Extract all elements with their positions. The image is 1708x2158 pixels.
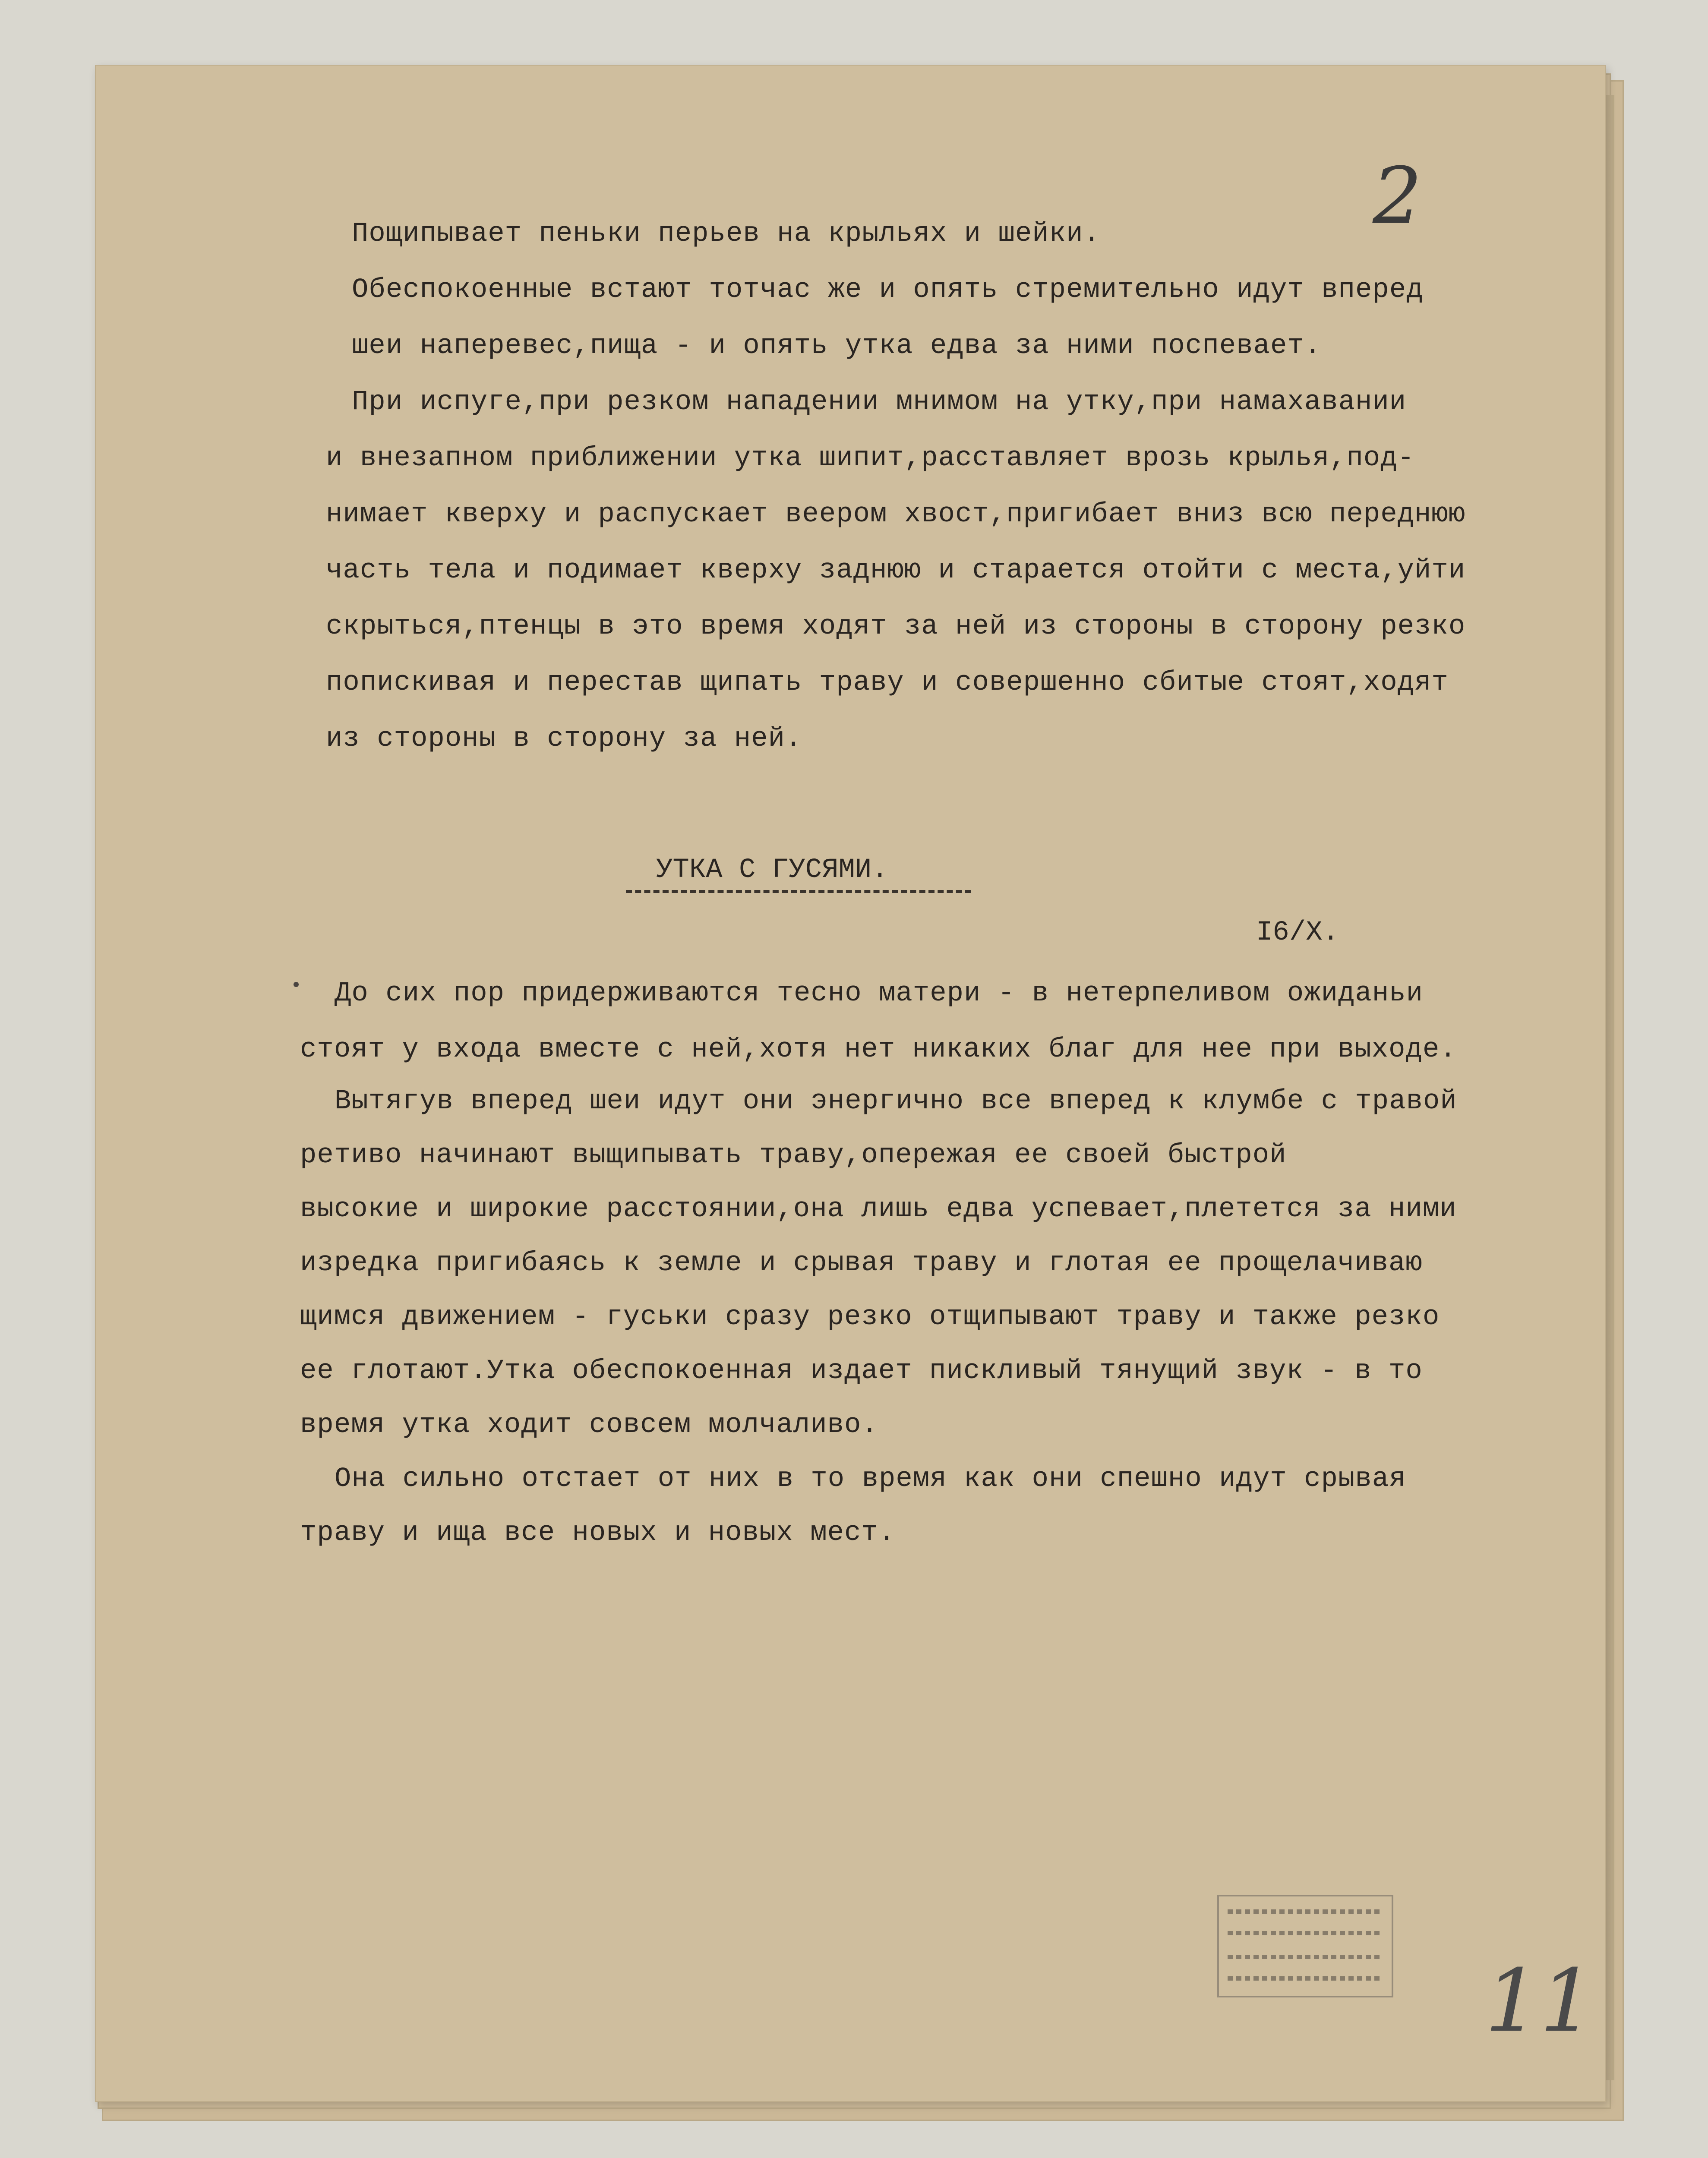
text-line: Пощипывает пеньки перьев на крыльях и шейки.	[352, 218, 1100, 249]
typed-text-section	[95, 65, 1606, 2102]
page-number-mark: 2	[1373, 151, 1422, 241]
text-line: из стороны в сторону за ней.	[326, 723, 802, 754]
text-line: и внезапном приближении утка шипит,расставляет врозь крылья,под-	[326, 443, 1414, 474]
text-line: До сих пор придерживаются тесно матери - в нетерпеливом ожиданьи	[335, 978, 1423, 1009]
text-line: Вытягув вперед шеи идут они энергично все вперед к клумбе с травой	[335, 1086, 1457, 1117]
text-line: При испуге,при резком нападении мнимом на утку,при намахавании	[352, 387, 1407, 418]
text-line: ретиво начинают выщипывать траву,опережая ее своей быстрой	[300, 1140, 1287, 1171]
text-line: скрыться,птенцы в это время ходят за ней из стороны в сторону резко	[326, 611, 1466, 642]
text-line: траву и ища все новых и новых мест.	[300, 1518, 896, 1549]
text-line: шеи наперевес,пища - и опять утка едва за ними поспевает.	[352, 331, 1322, 362]
section-date: I6/X.	[1256, 917, 1339, 948]
text-line: время утка ходит совсем молчаливо.	[300, 1410, 878, 1441]
text-line: ее глотают.Утка обеспокоенная издает пискливый тянущий звук - в то	[300, 1356, 1423, 1387]
archive-stamp	[1217, 1895, 1393, 1997]
text-line: стоят у входа вместе с ней,хотя нет никаких благ для нее при выходе.	[300, 1034, 1457, 1065]
text-line: щимся движением - гуськи сразу резко отщипывают траву и также резко	[300, 1302, 1440, 1333]
text-line: Обеспокоенные встают тотчас же и опять стремительно идут вперед	[352, 274, 1424, 306]
stamp-text-line	[1228, 1909, 1383, 1914]
text-line: нимает кверху и распускает веером хвост,пригибает вниз всю переднюю	[326, 499, 1466, 530]
text-line: Она сильно отстает от них в то время как они спешно идут срывая	[335, 1464, 1406, 1495]
text-line: высокие и широкие расстоянии,она лишь едва успевает,плетется за ними	[300, 1194, 1457, 1225]
section-heading: УТКА С ГУСЯМИ.	[656, 855, 888, 886]
text-line: попискивая и перестав щипать траву и совершенно сбитые стоят,ходят	[326, 667, 1449, 698]
folio-number-mark: 11	[1485, 1951, 1595, 2051]
ink-mark	[294, 982, 299, 987]
document-page	[95, 65, 1606, 2102]
stamp-text-line	[1228, 1931, 1383, 1935]
text-line: изредка пригибаясь к земле и срывая траву и глотая ее прощелачиваю	[300, 1248, 1423, 1279]
stamp-text-line	[1228, 1955, 1383, 1959]
stamp-text-line	[1228, 1976, 1383, 1981]
text-line: часть тела и подимает кверху заднюю и старается отойти с места,уйти	[326, 555, 1466, 586]
